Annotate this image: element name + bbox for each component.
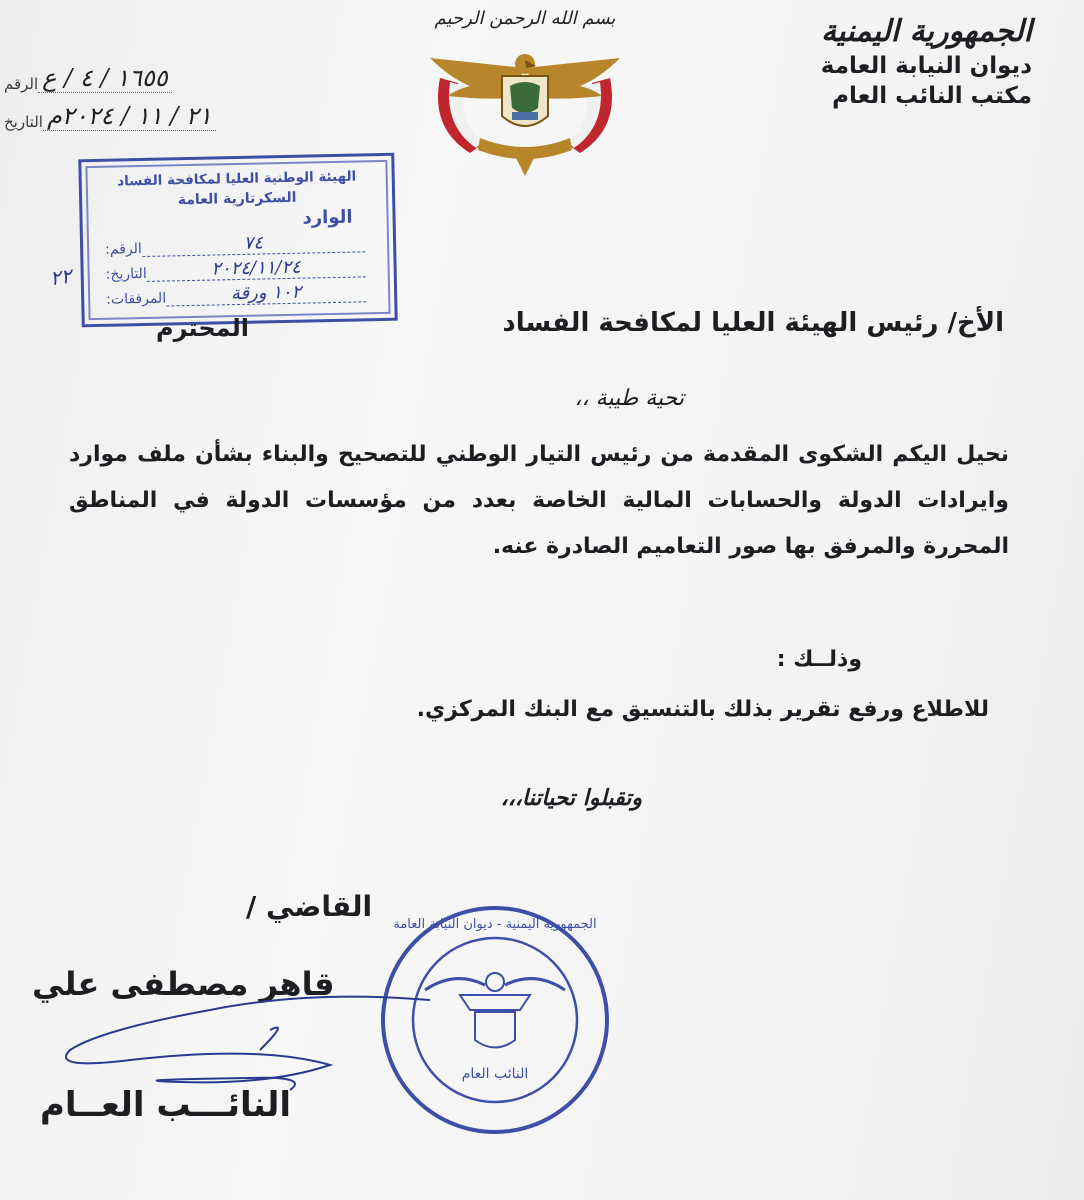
number-label: الرقم bbox=[4, 75, 39, 93]
stamp-date-value: ٢٠٢٤/١١/٢٤ bbox=[146, 255, 365, 282]
greeting: تحية طيبة ،، bbox=[574, 386, 684, 411]
handwritten-signature bbox=[10, 990, 430, 1100]
stamp-number-value: ٧٤ bbox=[141, 230, 365, 257]
judge-title: النائـــب العــام bbox=[40, 1085, 292, 1125]
stamp-attachments-label: المرفقات: bbox=[106, 290, 167, 308]
respect-word: المحترم bbox=[156, 314, 249, 342]
stamp-attachments-row bbox=[106, 280, 372, 308]
judge-label: القاضي / bbox=[246, 890, 373, 923]
addressee: الأخ/ رئيس الهيئة العليا لمكافحة الفساد bbox=[502, 308, 1004, 338]
stamp-date-label: التاريخ: bbox=[105, 265, 147, 283]
stamp-number-row bbox=[105, 230, 371, 258]
wadhalik-heading: وذلــك : bbox=[776, 647, 862, 672]
stamp-authority: الهيئة الوطنية العليا لمكافحة الفساد bbox=[117, 168, 357, 190]
judge-name: قاهر مصطفى علي bbox=[32, 965, 335, 1003]
seal-inner-text: النائب العام bbox=[461, 1066, 529, 1082]
department-name: مكتب النائب العام bbox=[832, 83, 1032, 109]
date-value: ٢١ / ١١ / ٢٠٢٤م bbox=[43, 102, 216, 131]
date-label: التاريخ bbox=[4, 113, 43, 131]
office-name: ديوان النيابة العامة bbox=[820, 53, 1032, 79]
letterhead-right bbox=[702, 14, 1032, 111]
stamp-attachments-value: ١٠٢ ورقة bbox=[166, 280, 366, 306]
stamp-secretariat: السكرتارية العامة bbox=[177, 189, 297, 209]
purpose-line: للاطلاع ورفع تقرير بذلك بالتنسيق مع البنك المركزي. bbox=[416, 697, 989, 722]
stamp-side-mark: ٢٢ bbox=[48, 263, 74, 291]
emblem-block bbox=[410, 2, 640, 182]
closing-line: وتقبلوا تحياتنا،،، bbox=[500, 785, 642, 811]
date-row bbox=[4, 93, 324, 131]
republic-name: الجمهورية اليمنية bbox=[821, 14, 1032, 49]
reference-block bbox=[4, 55, 324, 131]
stamp-number-label: الرقم: bbox=[105, 241, 142, 258]
eagle-emblem-icon bbox=[410, 38, 640, 178]
body-paragraph: نحيل اليكم الشكوى المقدمة من رئيس التيار الوطني للتصحيح والبناء بشأن ملف موارد وايرادات الدولة والحسابات المالية الخاصة بعدد من مؤسسات الدولة في المناطق المحررة والمرفق بها صور التعاميم الصادرة عنه. bbox=[69, 442, 1009, 559]
number-row bbox=[4, 55, 324, 93]
received-stamp bbox=[78, 153, 397, 328]
stamp-section: الوارد bbox=[302, 206, 353, 229]
basmala: بسم الله الرحمن الرحيم bbox=[434, 8, 616, 29]
stamp-date-row bbox=[105, 255, 371, 283]
number-value: ١٦٥٥ / ٤ / ع bbox=[38, 64, 171, 93]
seal-outer-text: الجمهورية اليمنية - ديوان النيابة العامة bbox=[393, 917, 597, 932]
